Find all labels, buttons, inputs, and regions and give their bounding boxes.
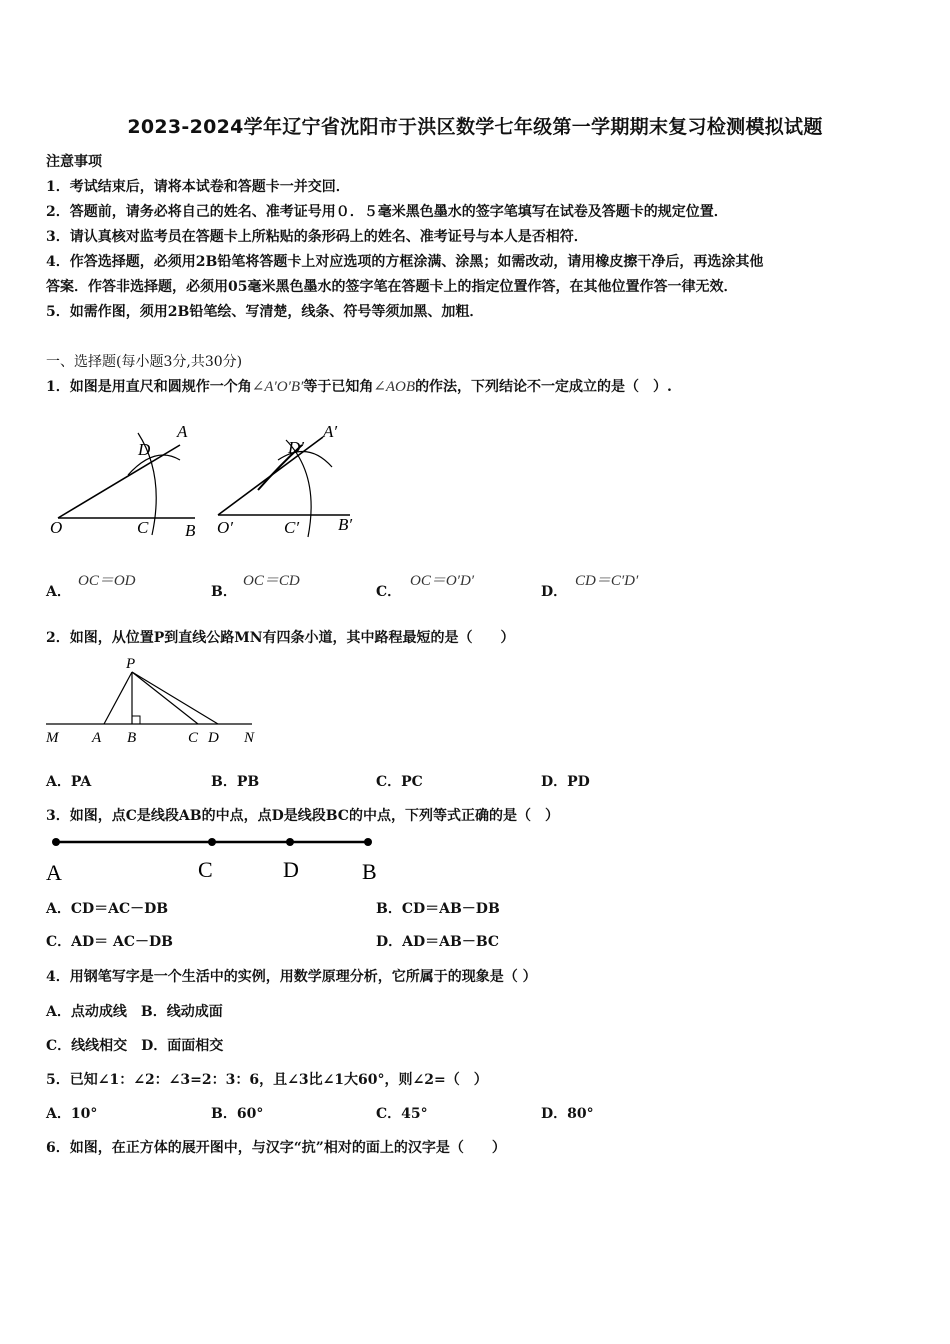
- q1-option-c-value: OC＝O′D′: [410, 573, 475, 589]
- notice-item-5: 5．如需作图，须用2B铅笔绘、写清楚，线条、符号等须加黑、加粗．: [46, 304, 484, 320]
- q2-label-c: C: [188, 730, 199, 746]
- q1-option-c-label: C．: [376, 584, 402, 600]
- q1-option-b-value: OC＝CD: [243, 573, 300, 589]
- q4-options-row-2: C．线线相交 D．面面相交: [46, 1038, 224, 1054]
- q3-option-c: C．AD＝ AC－DB: [46, 934, 173, 950]
- q3-label-c: C: [198, 857, 213, 882]
- q4-options-row-1: A．点动成线 B．线动成面: [46, 1004, 223, 1020]
- q1-left-label-d: D: [138, 440, 151, 459]
- q3-label-d: D: [283, 857, 299, 882]
- q1-post: 的作法，下列结论不一定成立的是（ ）.: [415, 379, 672, 395]
- q2-label-n: N: [244, 730, 255, 746]
- section-heading: 一、选择题(每小题3分,共30分): [46, 354, 243, 370]
- page-title: 2023-2024学年辽宁省沈阳市于洪区数学七年级第一学期期末复习检测模拟试题: [127, 116, 823, 138]
- notice-item-4-cont: 答案．作答非选择题，必须用05毫米黑色墨水的签字笔在答题卡上的指定位置作答，在其他位置作答一律无效．: [46, 279, 738, 295]
- q2-option-b: B．PB: [211, 774, 260, 790]
- q5-option-a: A．10°: [46, 1106, 98, 1122]
- q1-angle-2: ∠AOB: [373, 379, 416, 395]
- q1-figure-left: [50, 422, 196, 540]
- q2-label-b: B: [127, 730, 137, 746]
- q1-option-d-label: D．: [541, 584, 568, 600]
- q1-option-d-value: CD＝C′D′: [575, 573, 639, 589]
- notice-item-2: 2．答题前，请务必将自己的姓名、准考证号用０．５毫米黑色墨水的签字笔填写在试卷及答题卡的规定位置．: [46, 204, 728, 220]
- q1-left-label-a: A: [177, 422, 188, 441]
- q3-option-d: D．AD＝AB－BC: [376, 934, 500, 950]
- q2-label-d: D: [208, 730, 219, 746]
- q1-right-label-d: D′: [288, 438, 304, 457]
- notice-item-4: 4．作答选择题，必须用2B铅笔将答题卡上对应选项的方框涂满、涂黑；如需改动，请用橡皮擦干净后，再选涂其他: [46, 254, 764, 270]
- q2-label-p: P: [126, 656, 136, 672]
- q1-angle-1: ∠A′O′B′: [251, 379, 304, 395]
- q1-option-a-label: A．: [46, 584, 71, 600]
- q1-right-label-o: O′: [217, 518, 233, 537]
- q1-right-label-a: A′: [323, 422, 338, 441]
- q1-option-a-value: OC＝OD: [78, 573, 136, 589]
- q2-option-a: A．PA: [46, 774, 92, 790]
- q1-figure: [40, 415, 380, 545]
- q5-option-c: C．45°: [376, 1106, 428, 1122]
- question-2: 2．如图，从位置P到直线公路MN有四条小道，其中路程最短的是（ ）: [46, 630, 515, 646]
- q1-right-label-c: C′: [284, 518, 300, 537]
- q1-option-b-label: B．: [211, 584, 237, 600]
- question-3: 3．如图，点C是线段AB的中点，点D是线段BC的中点，下列等式正确的是（ ）: [46, 808, 559, 824]
- q3-label-b: B: [362, 859, 377, 884]
- q5-option-b: B．60°: [211, 1106, 264, 1122]
- q3-option-a: A．CD＝AC－DB: [46, 901, 169, 917]
- q2-label-a: A: [92, 730, 102, 746]
- q1-mid: 等于已知角: [303, 379, 374, 395]
- question-1: [46, 378, 672, 396]
- q1-figure-right: [217, 422, 352, 537]
- q2-option-c: C．PC: [376, 774, 423, 790]
- q1-pre: 1．如图是用直尺和圆规作一个角: [46, 379, 252, 395]
- q3-option-b: B．CD＝AB－DB: [376, 901, 500, 917]
- notice-item-1: 1．考试结束后，请将本试卷和答题卡一并交回．: [46, 179, 350, 195]
- q1-right-label-b: B′: [338, 515, 353, 534]
- q3-label-a: A: [46, 860, 62, 885]
- q1-left-label-o: O: [50, 518, 63, 537]
- q1-left-label-c: C: [137, 518, 149, 537]
- notice-heading: 注意事项: [46, 154, 102, 170]
- q3-figure: [40, 828, 400, 888]
- q2-option-d: D．PD: [541, 774, 590, 790]
- q1-left-label-b: B: [185, 521, 196, 540]
- question-5: 5．已知∠1：∠2：∠3=2：3：6，且∠3比∠1大60°，则∠2=（ ）: [46, 1072, 488, 1088]
- q5-option-d: D．80°: [541, 1106, 594, 1122]
- question-4: 4．用钢笔写字是一个生活中的实例，用数学原理分析，它所属于的现象是（ ）: [46, 969, 537, 985]
- question-6: 6．如图，在正方体的展开图中，与汉字“抗”相对的面上的汉字是（ ）: [46, 1140, 506, 1156]
- q2-label-m: M: [46, 730, 59, 746]
- notice-item-3: 3．请认真核对监考员在答题卡上所粘贴的条形码上的姓名、准考证号与本人是否相符．: [46, 229, 588, 245]
- q2-figure: [40, 655, 270, 750]
